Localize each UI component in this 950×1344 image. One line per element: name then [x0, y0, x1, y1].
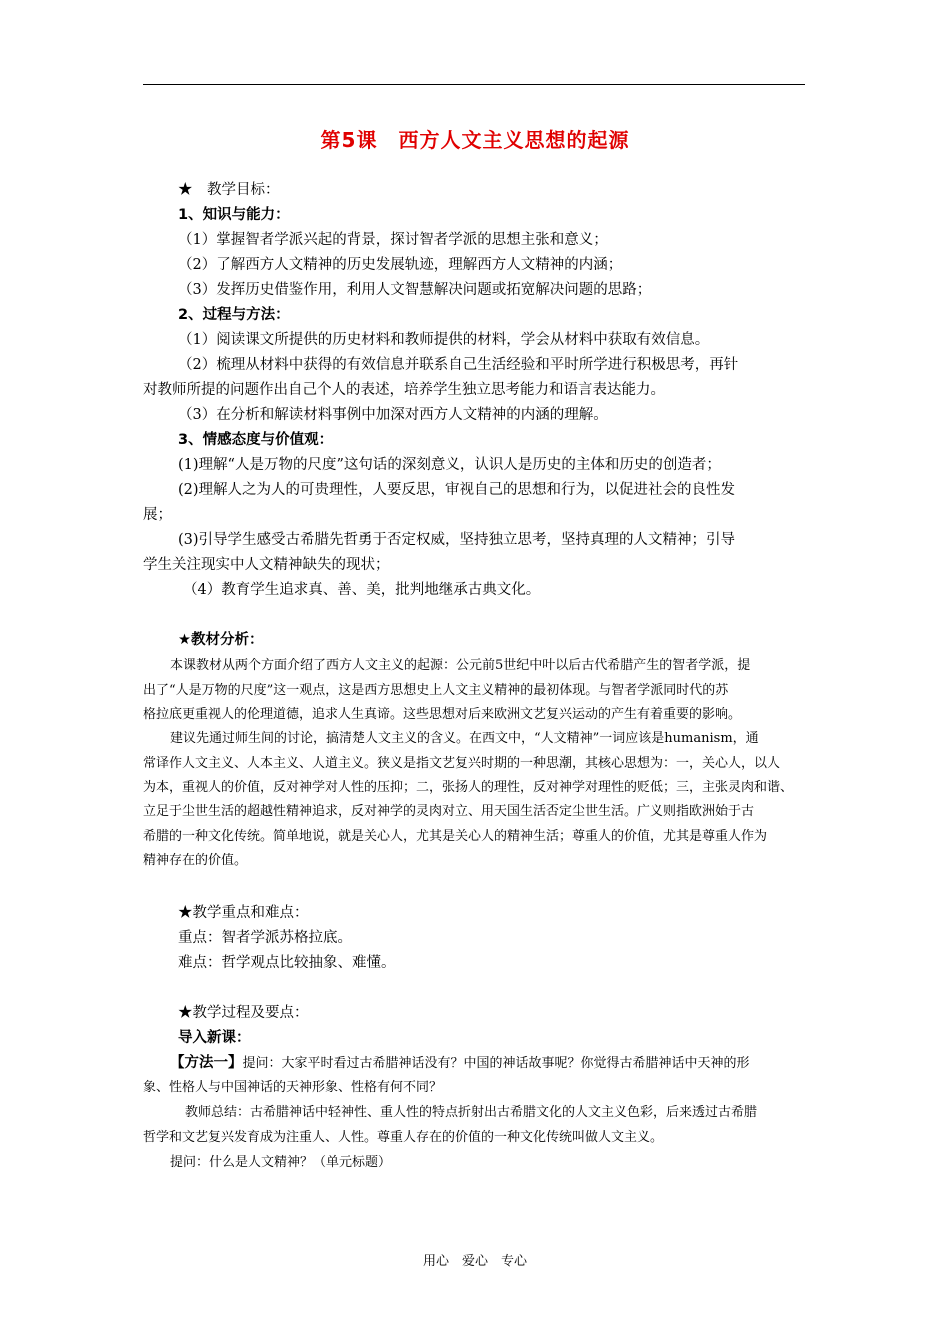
s3-item: （4）教育学生追求真、善、美，批判地继承古典文化。 [183, 582, 541, 598]
intro-heading: 导入新课： [178, 1030, 251, 1046]
analysis-line: 本课教材从两个方面介绍了西方人文主义的起源：公元前5世纪中叶以后古代希腊产生的智者学派，提 [170, 658, 751, 673]
analysis-line: 建议先通过师生间的讨论，搞清楚人文主义的含义。在西文中，“人文精神”一词应该是humanism，通 [170, 731, 759, 746]
s3-item: (2)理解人之为人的可贵理性，人要反思，审视自己的思想和行为，以促进社会的良性发 [178, 482, 736, 498]
s3-item: 学生关注现实中人文精神缺失的现状； [143, 557, 390, 573]
method-label: 【方法一】 [170, 1055, 243, 1071]
page-title: 第5课 西方人文主义思想的起源 [320, 128, 630, 152]
s2-item: （3）在分析和解读材料事例中加深对西方人文精神的内涵的理解。 [178, 407, 608, 423]
s3-item: (3)引导学生感受古希腊先哲勇于否定权威，坚持独立思考，坚持真理的人文精神；引导 [178, 532, 736, 548]
s3-item: 展； [143, 507, 172, 523]
keypoints-heading: ★教学重点和难点： [178, 905, 309, 921]
focus-text: 重点：智者学派苏格拉底。 [178, 930, 352, 946]
s2-item: （2）梳理从材料中获得的有效信息并联系自己生活经验和平时所学进行积极思考，再针 [178, 357, 739, 373]
analysis-line: 常译作人文主义、人本主义、人道主义。狭义是指文艺复兴时期的一种思潮，其核心思想为：一，关心人，以人 [143, 756, 781, 771]
objectives-heading: ★ 教学目标： [178, 182, 280, 198]
summary-line: 教师总结：古希腊神话中轻神性、重人性的特点折射出古希腊文化的人文主义色彩，后来透过古希腊 [185, 1105, 758, 1120]
method-text: 提问：大家平时看过古希腊神话没有？中国的神话故事呢？你觉得古希腊神话中天神的形 [242, 1056, 750, 1071]
s1-item: （2）了解西方人文精神的历史发展轨迹，理解西方人文精神的内涵； [178, 257, 623, 273]
section3-heading: 3、情感态度与价值观： [178, 432, 334, 448]
analysis-line: 希腊的一种文化传统。简单地说，就是关心人，尤其是关心人的精神生活；尊重人的价值，尤其是尊重人作为 [143, 829, 768, 844]
summary-line: 哲学和文艺复兴发育成为注重人、人性。尊重人存在的价值的一种文化传统叫做人文主义。 [143, 1130, 664, 1145]
s1-item: （3）发挥历史借鉴作用，利用人文智慧解决问题或拓宽解决问题的思路； [178, 282, 652, 298]
method-line [170, 1051, 750, 1072]
process-heading: ★教学过程及要点： [178, 1005, 309, 1021]
analysis-line: 格拉底更重视人的伦理道德，追求人生真谛。这些思想对后来欧洲文艺复兴运动的产生有着重要的影响。 [143, 707, 742, 722]
analysis-line: 为本，重视人的价值，反对神学对人性的压抑；二，张扬人的理性，反对神学对理性的贬低；三，主张灵肉和谐、 [143, 780, 794, 795]
method-line: 象、性格人与中国神话的天神形象、性格有何不同？ [143, 1080, 443, 1095]
page-footer: 用心 爱心 专心 [422, 1254, 527, 1269]
header-rule [143, 84, 805, 85]
s3-item: (1)理解“人是万物的尺度”这句话的深刻意义，认识人是历史的主体和历史的创造者； [178, 457, 721, 473]
difficulty-text: 难点：哲学观点比较抽象、难懂。 [178, 955, 396, 971]
question-line: 提问：什么是人文精神？（单元标题） [170, 1155, 392, 1170]
s1-item: （1）掌握智者学派兴起的背景，探讨智者学派的思想主张和意义； [178, 232, 608, 248]
analysis-heading: ★教材分析： [178, 632, 264, 648]
analysis-line: 出了“人是万物的尺度”这一观点，这是西方思想史上人文主义精神的最初体现。与智者学派同时代的苏 [143, 683, 729, 698]
s2-item: （1）阅读课文所提供的历史材料和教师提供的材料，学会从材料中获取有效信息。 [178, 332, 710, 348]
s2-item: 对教师所提的问题作出自己个人的表述，培养学生独立思考能力和语言表达能力。 [143, 382, 665, 398]
section2-heading: 2、过程与方法： [178, 307, 290, 323]
analysis-line: 立足于尘世生活的超越性精神追求，反对神学的灵肉对立、用天国生活否定尘世生活。广义则指欧洲始于古 [143, 804, 755, 819]
section1-heading: 1、知识与能力： [178, 207, 290, 223]
analysis-line: 精神存在的价值。 [143, 853, 248, 868]
